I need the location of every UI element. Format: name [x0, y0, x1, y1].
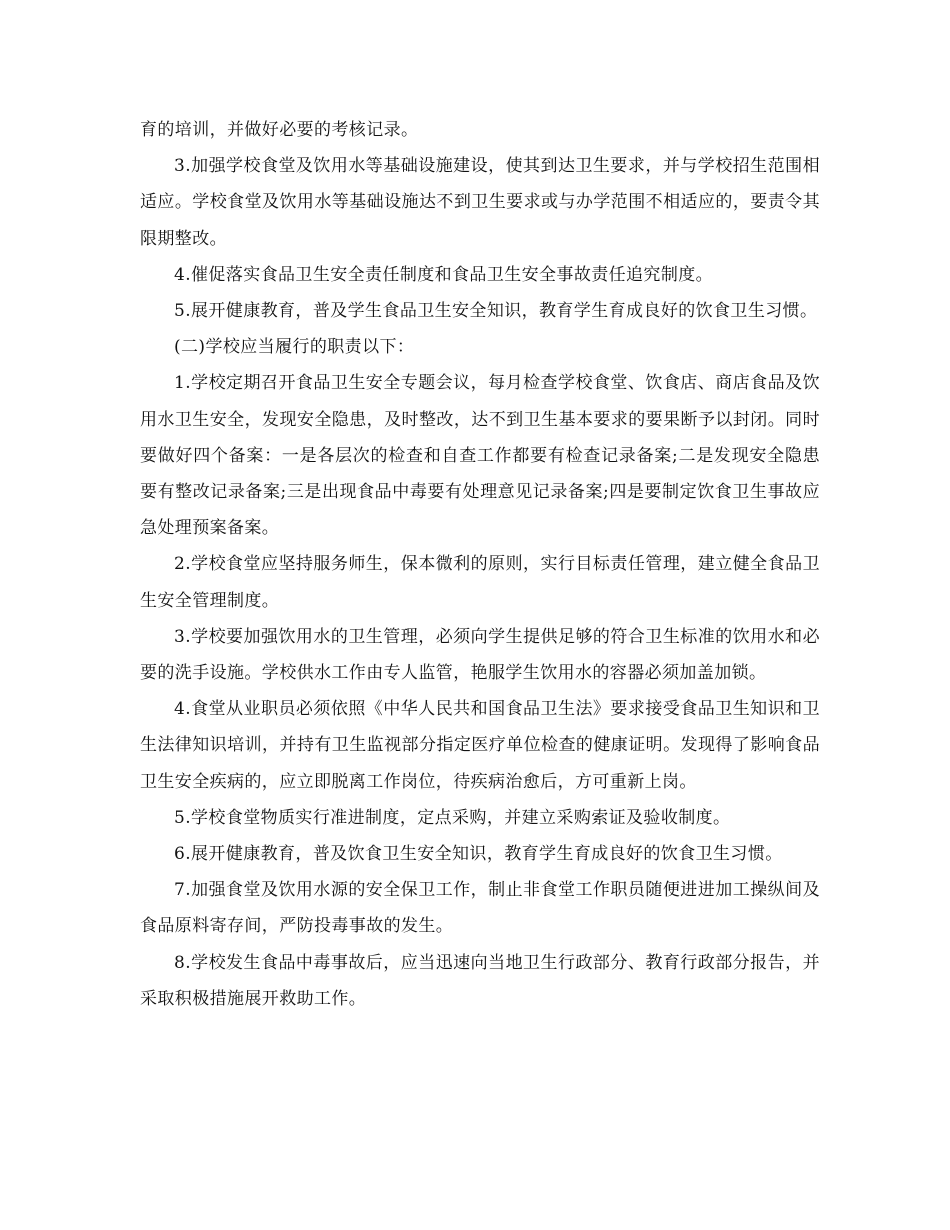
paragraph-duty-6-education: 6.展开健康教育，普及饮食卫生安全知识，教育学生育成良好的饮食卫生习惯。 [174, 844, 783, 865]
paragraph-duty-1-meetings: 1.学校定期召开食品卫生安全专题会议，每月检查学校食堂、饮食店、商店食品及饮用水卫生安全，发现安全隐患，及时整改，达不到卫生基本要求的要果断予以封闭。同时要做好四个备案：一是各层次的检查和自查工作都要有检查记录备案;二是发现安全隐患要有整改记录备案;三是出现食品中毒要有处理意见记录备案;四是要制定饮食卫生事故应急处理预案备案。 [140, 373, 820, 539]
paragraph-duty-4-staff: 4.食堂从业职员必须依照《中华人民共和国食品卫生法》要求接受食品卫生知识和卫生法律知识培训，并持有卫生监视部分指定医疗单位检查的健康证明。发现得了影响食品卫生安全疾病的，应立即脱离工作岗位，待疾病治愈后，方可重新上岗。 [140, 699, 820, 792]
paragraph-duty-2-canteen: 2.学校食堂应坚持服务师生，保本微利的原则，实行目标责任管理，建立健全食品卫生安全管理制度。 [140, 554, 820, 611]
paragraph-item-3-facilities: 3.加强学校食堂及饮用水等基础设施建设，使其到达卫生要求，并与学校招生范围相适应。学校食堂及饮用水等基础设施达不到卫生要求或与办学范围不相适应的，要责令其限期整改。 [140, 156, 820, 249]
paragraph-item-4-responsibility: 4.催促落实食品卫生安全责任制度和食品卫生安全事故责任追究制度。 [174, 264, 714, 285]
section-heading-school-duties: (二)学校应当履行的职责以下： [174, 337, 415, 358]
paragraph-continuation: 育的培训，并做好必要的考核记录。 [140, 120, 419, 140]
paragraph-duty-8-reporting: 8.学校发生食品中毒事故后，应当迅速向当地卫生行政部分、教育行政部分报告，并采取积极措施展开救助工作。 [140, 952, 820, 1009]
paragraph-item-5-education: 5.展开健康教育，普及学生食品卫生安全知识，教育学生育成良好的饮食卫生习惯。 [174, 301, 818, 322]
document-body [140, 112, 820, 1017]
paragraph-duty-3-water: 3.学校要加强饮用水的卫生管理，必须向学生提供足够的符合卫生标准的饮用水和必要的洗手设施。学校供水工作由专人监管，艳服学生饮用水的容器必须加盖加锁。 [140, 626, 820, 684]
paragraph-duty-5-procurement: 5.学校食堂物质实行准进制度，定点采购，并建立采购索证及验收制度。 [174, 807, 731, 828]
paragraph-duty-7-security: 7.加强食堂及饮用水源的安全保卫工作，制止非食堂工作职员随便进进加工操纵间及食品原料寄存间，严防投毒事故的发生。 [140, 880, 820, 937]
